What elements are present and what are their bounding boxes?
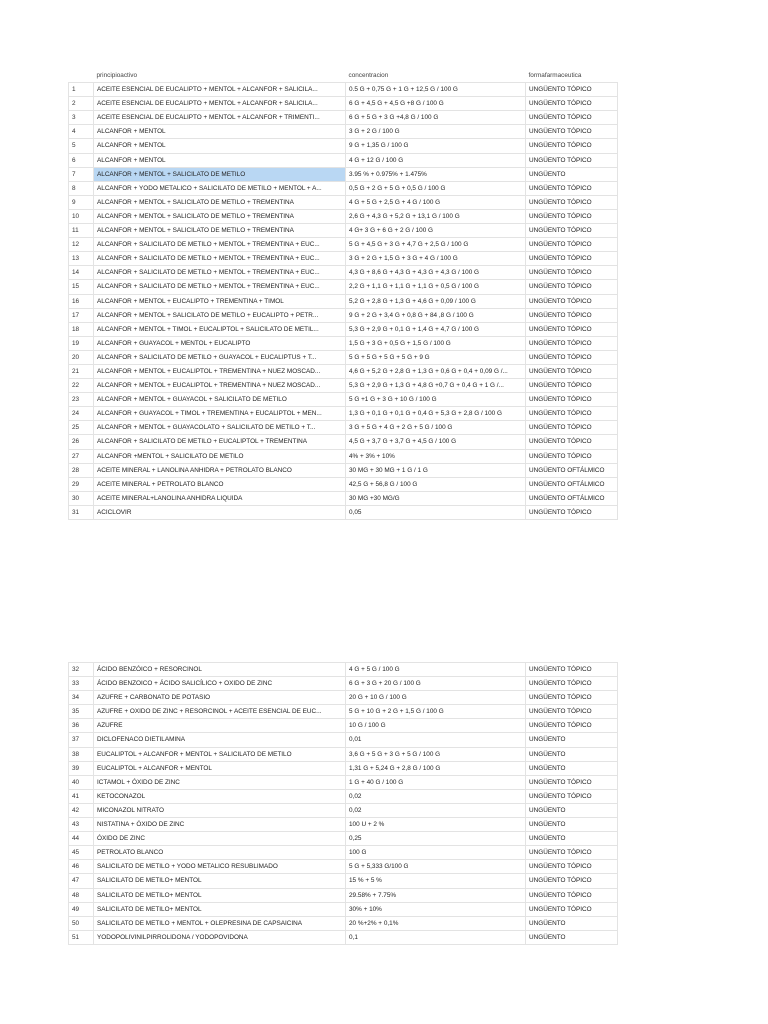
forma-farmaceutica-cell[interactable]: UNGÜENTO TÓPICO: [526, 139, 618, 153]
forma-farmaceutica-cell[interactable]: UNGÜENTO TÓPICO: [526, 209, 618, 223]
row-number[interactable]: 45: [69, 846, 94, 860]
row-number[interactable]: 17: [69, 308, 94, 322]
row-number[interactable]: 39: [69, 761, 94, 775]
forma-farmaceutica-cell[interactable]: UNGÜENTO TÓPICO: [526, 111, 618, 125]
concentracion-cell[interactable]: 5 G + 4,5 G + 3 G + 4,7 G + 2,5 G / 100 G: [346, 238, 526, 252]
concentracion-cell[interactable]: 5 G + 5 G + 5 G + 5 G + 9 G: [346, 350, 526, 364]
row-number[interactable]: 26: [69, 435, 94, 449]
forma-farmaceutica-cell[interactable]: UNGÜENTO OFTÁLMICO: [526, 491, 618, 505]
forma-farmaceutica-cell[interactable]: UNGÜENTO TÓPICO: [526, 902, 618, 916]
row-number[interactable]: 46: [69, 860, 94, 874]
table-row[interactable]: [69, 350, 618, 364]
table-row[interactable]: [69, 224, 618, 238]
concentracion-cell[interactable]: 100 U + 2 %: [346, 818, 526, 832]
row-number[interactable]: 42: [69, 803, 94, 817]
table-row[interactable]: [69, 491, 618, 505]
forma-farmaceutica-cell[interactable]: UNGÜENTO TÓPICO: [526, 266, 618, 280]
principio-activo-cell[interactable]: ALCANFOR + MENTOL + EUCALIPTOL + TREMENTINA + NUEZ MOSCAD...: [94, 364, 346, 378]
row-number[interactable]: 11: [69, 224, 94, 238]
table-row[interactable]: [69, 832, 618, 846]
principio-activo-cell[interactable]: ÁCIDO BENZOICO + ÁCIDO SALICÍLICO + OXIDO DE ZINC: [94, 677, 346, 691]
concentracion-cell[interactable]: 1 G + 40 G / 100 G: [346, 775, 526, 789]
row-number[interactable]: 2: [69, 97, 94, 111]
row-number[interactable]: 25: [69, 421, 94, 435]
concentracion-cell[interactable]: 30% + 10%: [346, 902, 526, 916]
header-principioactivo[interactable]: principioactivo: [94, 69, 346, 83]
principio-activo-cell[interactable]: ALCANFOR + MENTOL + TIMOL + EUCALIPTOL + SALICILATO DE METIL...: [94, 322, 346, 336]
forma-farmaceutica-cell[interactable]: UNGÜENTO: [526, 803, 618, 817]
table-row[interactable]: [69, 195, 618, 209]
row-number[interactable]: 34: [69, 691, 94, 705]
table-row[interactable]: [69, 733, 618, 747]
table-row[interactable]: [69, 336, 618, 350]
header-concentracion[interactable]: concentracion: [346, 69, 526, 83]
table-row[interactable]: [69, 860, 618, 874]
row-number[interactable]: 20: [69, 350, 94, 364]
row-number[interactable]: 8: [69, 181, 94, 195]
principio-activo-cell[interactable]: ÓXIDO DE ZINC: [94, 832, 346, 846]
concentracion-cell[interactable]: 4% + 3% + 10%: [346, 449, 526, 463]
row-number[interactable]: 5: [69, 139, 94, 153]
concentracion-cell[interactable]: 4 G + 5 G / 100 G: [346, 663, 526, 677]
concentracion-cell[interactable]: 3 G + 5 G + 4 G + 2 G + 5 G / 100 G: [346, 421, 526, 435]
concentracion-cell[interactable]: 5,3 G + 2,9 G + 1,3 G + 4,8 G +0,7 G + 0,4 G + 1 G /...: [346, 379, 526, 393]
forma-farmaceutica-cell[interactable]: UNGÜENTO: [526, 930, 618, 944]
principio-activo-cell[interactable]: ICTAMOL + ÓXIDO DE ZINC: [94, 775, 346, 789]
row-number[interactable]: 43: [69, 818, 94, 832]
principio-activo-cell[interactable]: ÁCIDO BENZÓICO + RESORCINOL: [94, 663, 346, 677]
table-row[interactable]: [69, 280, 618, 294]
forma-farmaceutica-cell[interactable]: UNGÜENTO TÓPICO: [526, 393, 618, 407]
row-number[interactable]: 38: [69, 747, 94, 761]
forma-farmaceutica-cell[interactable]: UNGÜENTO: [526, 832, 618, 846]
principio-activo-cell[interactable]: NISTATINA + ÓXIDO DE ZINC: [94, 818, 346, 832]
row-number[interactable]: 36: [69, 719, 94, 733]
concentracion-cell[interactable]: 3.95 % + 0.975% + 1.475%: [346, 167, 526, 181]
forma-farmaceutica-cell[interactable]: UNGÜENTO TÓPICO: [526, 125, 618, 139]
table-row[interactable]: [69, 761, 618, 775]
row-number[interactable]: 3: [69, 111, 94, 125]
forma-farmaceutica-cell[interactable]: UNGÜENTO TÓPICO: [526, 322, 618, 336]
concentracion-cell[interactable]: 15 % + 5 %: [346, 874, 526, 888]
principio-activo-cell[interactable]: DICLOFENACO DIETILAMINA: [94, 733, 346, 747]
principio-activo-cell[interactable]: AZUFRE: [94, 719, 346, 733]
row-number[interactable]: 47: [69, 874, 94, 888]
concentracion-cell[interactable]: 30 MG + 30 MG + 1 G / 1 G: [346, 463, 526, 477]
forma-farmaceutica-cell[interactable]: UNGÜENTO: [526, 761, 618, 775]
table-row[interactable]: [69, 209, 618, 223]
table-row[interactable]: [69, 677, 618, 691]
row-number[interactable]: 50: [69, 916, 94, 930]
forma-farmaceutica-cell[interactable]: UNGÜENTO TÓPICO: [526, 364, 618, 378]
concentracion-cell[interactable]: 3 G + 2 G + 1,5 G + 3 G + 4 G / 100 G: [346, 252, 526, 266]
principio-activo-cell[interactable]: KETOCONAZOL: [94, 789, 346, 803]
concentracion-cell[interactable]: 10 G / 100 G: [346, 719, 526, 733]
forma-farmaceutica-cell[interactable]: UNGÜENTO TÓPICO: [526, 252, 618, 266]
row-number[interactable]: 27: [69, 449, 94, 463]
concentracion-cell[interactable]: 1,31 G + 5,24 G + 2,8 G / 100 G: [346, 761, 526, 775]
table-row[interactable]: [69, 266, 618, 280]
principio-activo-cell[interactable]: ACEITE MINERAL + PETROLATO BLANCO: [94, 477, 346, 491]
principio-activo-cell[interactable]: ALCANFOR + MENTOL: [94, 139, 346, 153]
forma-farmaceutica-cell[interactable]: UNGÜENTO TÓPICO: [526, 691, 618, 705]
principio-activo-cell[interactable]: SALICILATO DE METILO + YODO METALICO RESUBLIMADO: [94, 860, 346, 874]
principio-activo-cell[interactable]: ALCANFOR + MENTOL + SALICILATO DE METILO + EUCALIPTO + PETR...: [94, 308, 346, 322]
row-number[interactable]: 19: [69, 336, 94, 350]
row-number[interactable]: 15: [69, 280, 94, 294]
concentracion-cell[interactable]: 9 G + 1,35 G / 100 G: [346, 139, 526, 153]
forma-farmaceutica-cell[interactable]: UNGÜENTO TÓPICO: [526, 874, 618, 888]
forma-farmaceutica-cell[interactable]: UNGÜENTO TÓPICO: [526, 407, 618, 421]
table-row[interactable]: [69, 139, 618, 153]
table-row[interactable]: [69, 789, 618, 803]
forma-farmaceutica-cell[interactable]: UNGÜENTO TÓPICO: [526, 97, 618, 111]
row-number[interactable]: 44: [69, 832, 94, 846]
principio-activo-cell[interactable]: ALCANFOR + GUAYACOL + TIMOL + TREMENTINA + EUCALIPTOL + MEN...: [94, 407, 346, 421]
forma-farmaceutica-cell[interactable]: UNGÜENTO TÓPICO: [526, 505, 618, 519]
table-row[interactable]: [69, 691, 618, 705]
concentracion-cell[interactable]: 4,6 G + 5,2 G + 2,8 G + 1,3 G + 0,6 G + 0,4 + 0,09 G /...: [346, 364, 526, 378]
concentracion-cell[interactable]: 6 G + 4,5 G + 4,5 G +8 G / 100 G: [346, 97, 526, 111]
principio-activo-cell[interactable]: ALCANFOR + MENTOL + EUCALIPTO + TREMENTINA + TIMOL: [94, 294, 346, 308]
forma-farmaceutica-cell[interactable]: UNGÜENTO OFTÁLMICO: [526, 463, 618, 477]
concentracion-cell[interactable]: 0.5 G + 0,75 G + 1 G + 12,5 G / 100 G: [346, 83, 526, 97]
table-row[interactable]: [69, 463, 618, 477]
row-number[interactable]: 22: [69, 379, 94, 393]
concentracion-cell[interactable]: 20 %+2% + 0,1%: [346, 916, 526, 930]
concentracion-cell[interactable]: 0,25: [346, 832, 526, 846]
concentracion-cell[interactable]: 4 G + 5 G + 2,5 G + 4 G / 100 G: [346, 195, 526, 209]
principio-activo-cell[interactable]: YODOPOLIVINILPIRROLIDONA / YODOPOVIDONA: [94, 930, 346, 944]
table-row[interactable]: [69, 421, 618, 435]
table-row[interactable]: [69, 449, 618, 463]
principio-activo-cell[interactable]: AZUFRE + CARBONATO DE POTASIO: [94, 691, 346, 705]
principio-activo-cell[interactable]: ALCANFOR + MENTOL + SALICILATO DE METILO + TREMENTINA: [94, 195, 346, 209]
table-row[interactable]: [69, 705, 618, 719]
row-number[interactable]: 41: [69, 789, 94, 803]
row-number[interactable]: 28: [69, 463, 94, 477]
forma-farmaceutica-cell[interactable]: UNGÜENTO TÓPICO: [526, 238, 618, 252]
forma-farmaceutica-cell[interactable]: UNGÜENTO TÓPICO: [526, 435, 618, 449]
concentracion-cell[interactable]: 30 MG +30 MG/G: [346, 491, 526, 505]
forma-farmaceutica-cell[interactable]: UNGÜENTO TÓPICO: [526, 195, 618, 209]
row-number[interactable]: 4: [69, 125, 94, 139]
table-row[interactable]: [69, 322, 618, 336]
table-row[interactable]: [69, 818, 618, 832]
table-row[interactable]: [69, 888, 618, 902]
principio-activo-cell[interactable]: ALCANFOR + SALICILATO DE METILO + GUAYACOL + EUCALIPTUS + T...: [94, 350, 346, 364]
concentracion-cell[interactable]: 2,6 G + 4,3 G + 5,2 G + 13,1 G / 100 G: [346, 209, 526, 223]
forma-farmaceutica-cell[interactable]: UNGÜENTO TÓPICO: [526, 677, 618, 691]
table-row[interactable]: [69, 916, 618, 930]
table-row[interactable]: [69, 181, 618, 195]
row-number[interactable]: 32: [69, 663, 94, 677]
forma-farmaceutica-cell[interactable]: UNGÜENTO TÓPICO: [526, 308, 618, 322]
principio-activo-cell[interactable]: ALCANFOR + MENTOL + SALICILATO DE METILO + TREMENTINA: [94, 209, 346, 223]
table-row[interactable]: [69, 83, 618, 97]
table-row[interactable]: [69, 874, 618, 888]
principio-activo-cell[interactable]: ALCANFOR + MENTOL: [94, 125, 346, 139]
principio-activo-cell[interactable]: ALCANFOR + SALICILATO DE METILO + MENTOL + TREMENTINA + EUC...: [94, 266, 346, 280]
forma-farmaceutica-cell[interactable]: UNGÜENTO OFTÁLMICO: [526, 477, 618, 491]
principio-activo-cell[interactable]: ALCANFOR + YODO METALICO + SALICILATO DE METILO + MENTOL + A...: [94, 181, 346, 195]
concentracion-cell[interactable]: 0,02: [346, 789, 526, 803]
table-row[interactable]: [69, 393, 618, 407]
row-number[interactable]: 16: [69, 294, 94, 308]
forma-farmaceutica-cell[interactable]: UNGÜENTO TÓPICO: [526, 153, 618, 167]
concentracion-cell[interactable]: 2,2 G + 1,1 G + 1,1 G + 1,1 G + 0,5 G / 100 G: [346, 280, 526, 294]
principio-activo-cell[interactable]: EUCALIPTOL + ALCANFOR + MENTOL + SALICILATO DE METILO: [94, 747, 346, 761]
concentracion-cell[interactable]: 5,3 G + 2,9 G + 0,1 G + 1,4 G + 4,7 G / 100 G: [346, 322, 526, 336]
row-number[interactable]: 21: [69, 364, 94, 378]
principio-activo-cell[interactable]: ALCANFOR +MENTOL + SALICILATO DE METILO: [94, 449, 346, 463]
forma-farmaceutica-cell[interactable]: UNGÜENTO TÓPICO: [526, 379, 618, 393]
concentracion-cell[interactable]: 4,3 G + 8,6 G + 4,3 G + 4,3 G + 4,3 G / 100 G: [346, 266, 526, 280]
row-number[interactable]: 23: [69, 393, 94, 407]
concentracion-cell[interactable]: 20 G + 10 G / 100 G: [346, 691, 526, 705]
table-row[interactable]: [69, 902, 618, 916]
forma-farmaceutica-cell[interactable]: UNGÜENTO TÓPICO: [526, 705, 618, 719]
forma-farmaceutica-cell[interactable]: UNGÜENTO: [526, 818, 618, 832]
principio-activo-cell[interactable]: ALCANFOR + SALICILATO DE METILO + EUCALIPTOL + TREMENTINA: [94, 435, 346, 449]
principio-activo-cell[interactable]: MICONAZOL NITRATO: [94, 803, 346, 817]
forma-farmaceutica-cell[interactable]: UNGÜENTO TÓPICO: [526, 719, 618, 733]
concentracion-cell[interactable]: 5 G +1 G + 3 G + 10 G / 100 G: [346, 393, 526, 407]
row-number[interactable]: 24: [69, 407, 94, 421]
forma-farmaceutica-cell[interactable]: UNGÜENTO TÓPICO: [526, 421, 618, 435]
table-row[interactable]: [69, 505, 618, 519]
row-number[interactable]: 40: [69, 775, 94, 789]
forma-farmaceutica-cell[interactable]: UNGÜENTO TÓPICO: [526, 860, 618, 874]
forma-farmaceutica-cell[interactable]: UNGÜENTO TÓPICO: [526, 336, 618, 350]
forma-farmaceutica-cell[interactable]: UNGÜENTO TÓPICO: [526, 224, 618, 238]
forma-farmaceutica-cell[interactable]: UNGÜENTO TÓPICO: [526, 350, 618, 364]
concentracion-cell[interactable]: 9 G + 2 G + 3,4 G + 0,8 G + 84 ,8 G / 100 G: [346, 308, 526, 322]
concentracion-cell[interactable]: 4 G+ 3 G + 6 G + 2 G / 100 G: [346, 224, 526, 238]
table-row[interactable]: [69, 477, 618, 491]
row-number[interactable]: 6: [69, 153, 94, 167]
principio-activo-cell[interactable]: ALCANFOR + MENTOL: [94, 153, 346, 167]
concentracion-cell[interactable]: 3 G + 2 G / 100 G: [346, 125, 526, 139]
principio-activo-cell[interactable]: ACEITE MINERAL+LANOLINA ANHIDRA LIQUIDA: [94, 491, 346, 505]
table-row[interactable]: [69, 125, 618, 139]
table-row[interactable]: [69, 294, 618, 308]
row-number[interactable]: 51: [69, 930, 94, 944]
row-number[interactable]: 9: [69, 195, 94, 209]
row-number[interactable]: 35: [69, 705, 94, 719]
table-row[interactable]: [69, 846, 618, 860]
row-number[interactable]: 14: [69, 266, 94, 280]
principio-activo-cell[interactable]: ALCANFOR + MENTOL + SALICILATO DE METILO: [94, 167, 346, 181]
forma-farmaceutica-cell[interactable]: UNGÜENTO: [526, 167, 618, 181]
principio-activo-cell[interactable]: SALICILATO DE METILO + MENTOL + OLEPRESINA DE CAPSAICINA: [94, 916, 346, 930]
table-row[interactable]: [69, 167, 618, 181]
principio-activo-cell[interactable]: ALCANFOR + MENTOL + GUAYACOL + SALICILATO DE METILO: [94, 393, 346, 407]
row-number[interactable]: 18: [69, 322, 94, 336]
drug-table-2: [68, 662, 618, 945]
forma-farmaceutica-cell[interactable]: UNGÜENTO TÓPICO: [526, 888, 618, 902]
concentracion-cell[interactable]: 6 G + 3 G + 20 G / 100 G: [346, 677, 526, 691]
principio-activo-cell[interactable]: AZUFRE + OXIDO DE ZINC + RESORCINOL + ACEITE ESENCIAL DE EUC...: [94, 705, 346, 719]
principio-activo-cell[interactable]: ACICLOVIR: [94, 505, 346, 519]
row-number[interactable]: 12: [69, 238, 94, 252]
table-row[interactable]: [69, 435, 618, 449]
row-number[interactable]: 37: [69, 733, 94, 747]
concentracion-cell[interactable]: 5 G + 10 G + 2 G + 1,5 G / 100 G: [346, 705, 526, 719]
row-number[interactable]: 13: [69, 252, 94, 266]
principio-activo-cell[interactable]: ACEITE ESENCIAL DE EUCALIPTO + MENTOL + ALCANFOR + TRIMENTI...: [94, 111, 346, 125]
concentracion-cell[interactable]: 6 G + 5 G + 3 G +4,8 G / 100 G: [346, 111, 526, 125]
forma-farmaceutica-cell[interactable]: UNGÜENTO TÓPICO: [526, 83, 618, 97]
header-row: [69, 69, 618, 83]
forma-farmaceutica-cell[interactable]: UNGÜENTO TÓPICO: [526, 789, 618, 803]
forma-farmaceutica-cell[interactable]: UNGÜENTO TÓPICO: [526, 294, 618, 308]
principio-activo-cell[interactable]: SALICILATO DE METILO+ MENTOL: [94, 888, 346, 902]
row-number-header: [69, 69, 94, 83]
forma-farmaceutica-cell[interactable]: UNGÜENTO: [526, 733, 618, 747]
forma-farmaceutica-cell[interactable]: UNGÜENTO TÓPICO: [526, 280, 618, 294]
row-number[interactable]: 31: [69, 505, 94, 519]
forma-farmaceutica-cell[interactable]: UNGÜENTO TÓPICO: [526, 449, 618, 463]
table-row[interactable]: [69, 97, 618, 111]
concentracion-cell[interactable]: 0,05: [346, 505, 526, 519]
principio-activo-cell[interactable]: ALCANFOR + MENTOL + EUCALIPTOL + TREMENTINA + NUEZ MOSCAD...: [94, 379, 346, 393]
row-number[interactable]: 33: [69, 677, 94, 691]
concentracion-cell[interactable]: 5 G + 5,333 G/100 G: [346, 860, 526, 874]
header-formafarmaceutica[interactable]: formafarmaceutica: [526, 69, 618, 83]
concentracion-cell[interactable]: 3,6 G + 5 G + 3 G + 5 G / 100 G: [346, 747, 526, 761]
table-row[interactable]: [69, 379, 618, 393]
forma-farmaceutica-cell[interactable]: UNGÜENTO TÓPICO: [526, 846, 618, 860]
principio-activo-cell[interactable]: ALCANFOR + MENTOL + SALICILATO DE METILO + TREMENTINA: [94, 224, 346, 238]
principio-activo-cell[interactable]: ALCANFOR + MENTOL + GUAYACOLATO + SALICILATO DE METILO + T...: [94, 421, 346, 435]
row-number[interactable]: 49: [69, 902, 94, 916]
forma-farmaceutica-cell[interactable]: UNGÜENTO: [526, 916, 618, 930]
table-row[interactable]: [69, 930, 618, 944]
concentracion-cell[interactable]: 42,5 G + 56,8 G / 100 G: [346, 477, 526, 491]
table-row[interactable]: [69, 803, 618, 817]
principio-activo-cell[interactable]: ALCANFOR + SALICILATO DE METILO + MENTOL + TREMENTINA + EUC...: [94, 280, 346, 294]
principio-activo-cell[interactable]: ACEITE ESENCIAL DE EUCALIPTO + MENTOL + ALCANFOR + SALICILA...: [94, 83, 346, 97]
concentracion-cell[interactable]: 0,02: [346, 803, 526, 817]
table-row[interactable]: [69, 252, 618, 266]
forma-farmaceutica-cell[interactable]: UNGÜENTO TÓPICO: [526, 775, 618, 789]
row-number[interactable]: 7: [69, 167, 94, 181]
concentracion-cell[interactable]: 1,3 G + 0,1 G + 0,1 G + 0,4 G + 5,3 G + 2,8 G / 100 G: [346, 407, 526, 421]
principio-activo-cell[interactable]: ALCANFOR + SALICILATO DE METILO + MENTOL + TREMENTINA + EUC...: [94, 252, 346, 266]
principio-activo-cell[interactable]: EUCALIPTOL + ALCANFOR + MENTOL: [94, 761, 346, 775]
principio-activo-cell[interactable]: ALCANFOR + GUAYACOL + MENTOL + EUCALIPTO: [94, 336, 346, 350]
table-row[interactable]: [69, 111, 618, 125]
drug-table-1: [68, 69, 618, 520]
principio-activo-cell[interactable]: SALICILATO DE METILO+ MENTOL: [94, 874, 346, 888]
row-number[interactable]: 1: [69, 83, 94, 97]
concentracion-cell[interactable]: 0,01: [346, 733, 526, 747]
row-number[interactable]: 29: [69, 477, 94, 491]
concentracion-cell[interactable]: 0,5 G + 2 G + 5 G + 0,5 G / 100 G: [346, 181, 526, 195]
principio-activo-cell[interactable]: PETROLATO BLANCO: [94, 846, 346, 860]
concentracion-cell[interactable]: 29.58% + 7.75%: [346, 888, 526, 902]
concentracion-cell[interactable]: 1,5 G + 3 G + 0,5 G + 1,5 G / 100 G: [346, 336, 526, 350]
table-row[interactable]: [69, 747, 618, 761]
forma-farmaceutica-cell[interactable]: UNGÜENTO TÓPICO: [526, 181, 618, 195]
concentracion-cell[interactable]: 4 G + 12 G / 100 G: [346, 153, 526, 167]
table-row[interactable]: [69, 719, 618, 733]
concentracion-cell[interactable]: 100 G: [346, 846, 526, 860]
row-number[interactable]: 30: [69, 491, 94, 505]
table-row[interactable]: [69, 364, 618, 378]
table-row[interactable]: [69, 153, 618, 167]
table-row[interactable]: [69, 238, 618, 252]
concentracion-cell[interactable]: 4,5 G + 3,7 G + 3,7 G + 4,5 G / 100 G: [346, 435, 526, 449]
table-row[interactable]: [69, 775, 618, 789]
concentracion-cell[interactable]: 0,1: [346, 930, 526, 944]
table-row[interactable]: [69, 308, 618, 322]
table-row[interactable]: [69, 663, 618, 677]
table-row[interactable]: [69, 407, 618, 421]
concentracion-cell[interactable]: 5,2 G + 2,8 G + 1,3 G + 4,6 G + 0,09 / 100 G: [346, 294, 526, 308]
principio-activo-cell[interactable]: ALCANFOR + SALICILATO DE METILO + MENTOL + TREMENTINA + EUC...: [94, 238, 346, 252]
principio-activo-cell[interactable]: ACEITE MINERAL + LANOLINA ANHIDRA + PETROLATO BLANCO: [94, 463, 346, 477]
forma-farmaceutica-cell[interactable]: UNGÜENTO TÓPICO: [526, 663, 618, 677]
row-number[interactable]: 48: [69, 888, 94, 902]
forma-farmaceutica-cell[interactable]: UNGÜENTO: [526, 747, 618, 761]
principio-activo-cell[interactable]: ACEITE ESENCIAL DE EUCALIPTO + MENTOL + ALCANFOR + SALICILA...: [94, 97, 346, 111]
principio-activo-cell[interactable]: SALICILATO DE METILO+ MENTOL: [94, 902, 346, 916]
row-number[interactable]: 10: [69, 209, 94, 223]
